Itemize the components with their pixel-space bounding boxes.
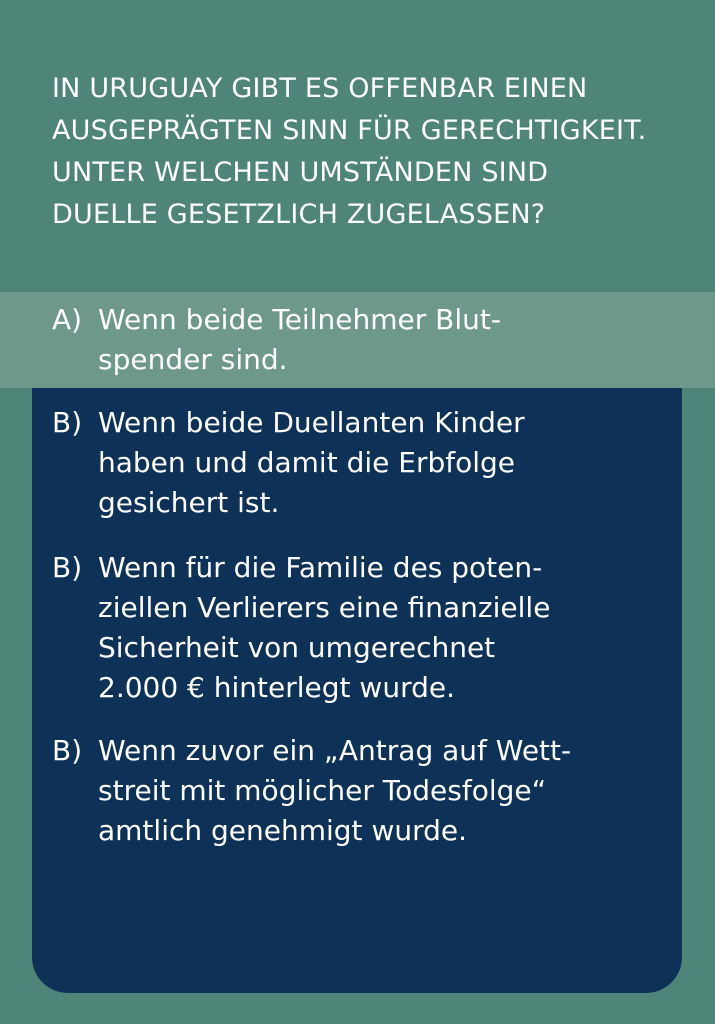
answer-text	[98, 731, 688, 851]
question-line: UNTER WELCHEN UMSTÄNDEN SIND	[52, 157, 549, 188]
answer-letter: B)	[52, 406, 83, 439]
answer-line: 2.000 € hinterlegt wurde.	[98, 671, 455, 704]
answer-line: Sicherheit von umgerechnet	[98, 631, 496, 664]
question-text	[52, 68, 682, 236]
answer-text	[98, 300, 688, 380]
answer-line: gesichert ist.	[98, 486, 280, 519]
answer-letter: B)	[52, 551, 83, 584]
answer-line: spender sind.	[98, 343, 288, 376]
answer-line: ziellen Verlierers eine finanzielle	[98, 591, 551, 624]
answer-line: Wenn für die Familie des poten-	[98, 551, 543, 584]
answer-line: Wenn beide Teilnehmer Blut-	[98, 303, 501, 336]
answer-line: Wenn zuvor ein „Antrag auf Wett-	[98, 734, 572, 767]
answer-text	[98, 548, 688, 708]
answer-text	[98, 403, 688, 523]
answer-line: streit mit möglicher Todesfolge“	[98, 774, 547, 807]
answer-line: Wenn beide Duellanten Kinder	[98, 406, 525, 439]
answer-line: amtlich genehmigt wurde.	[98, 814, 468, 847]
question-line: IN URUGUAY GIBT ES OFFENBAR EINEN	[52, 73, 588, 104]
question-line: AUSGEPRÄGTEN SINN FÜR GERECHTIGKEIT.	[52, 115, 647, 146]
answer-letter: A)	[52, 303, 83, 336]
question-line: DUELLE GESETZLICH ZUGELASSEN?	[52, 199, 546, 230]
answer-letter: B)	[52, 734, 83, 767]
answer-line: haben und damit die Erbfolge	[98, 446, 516, 479]
